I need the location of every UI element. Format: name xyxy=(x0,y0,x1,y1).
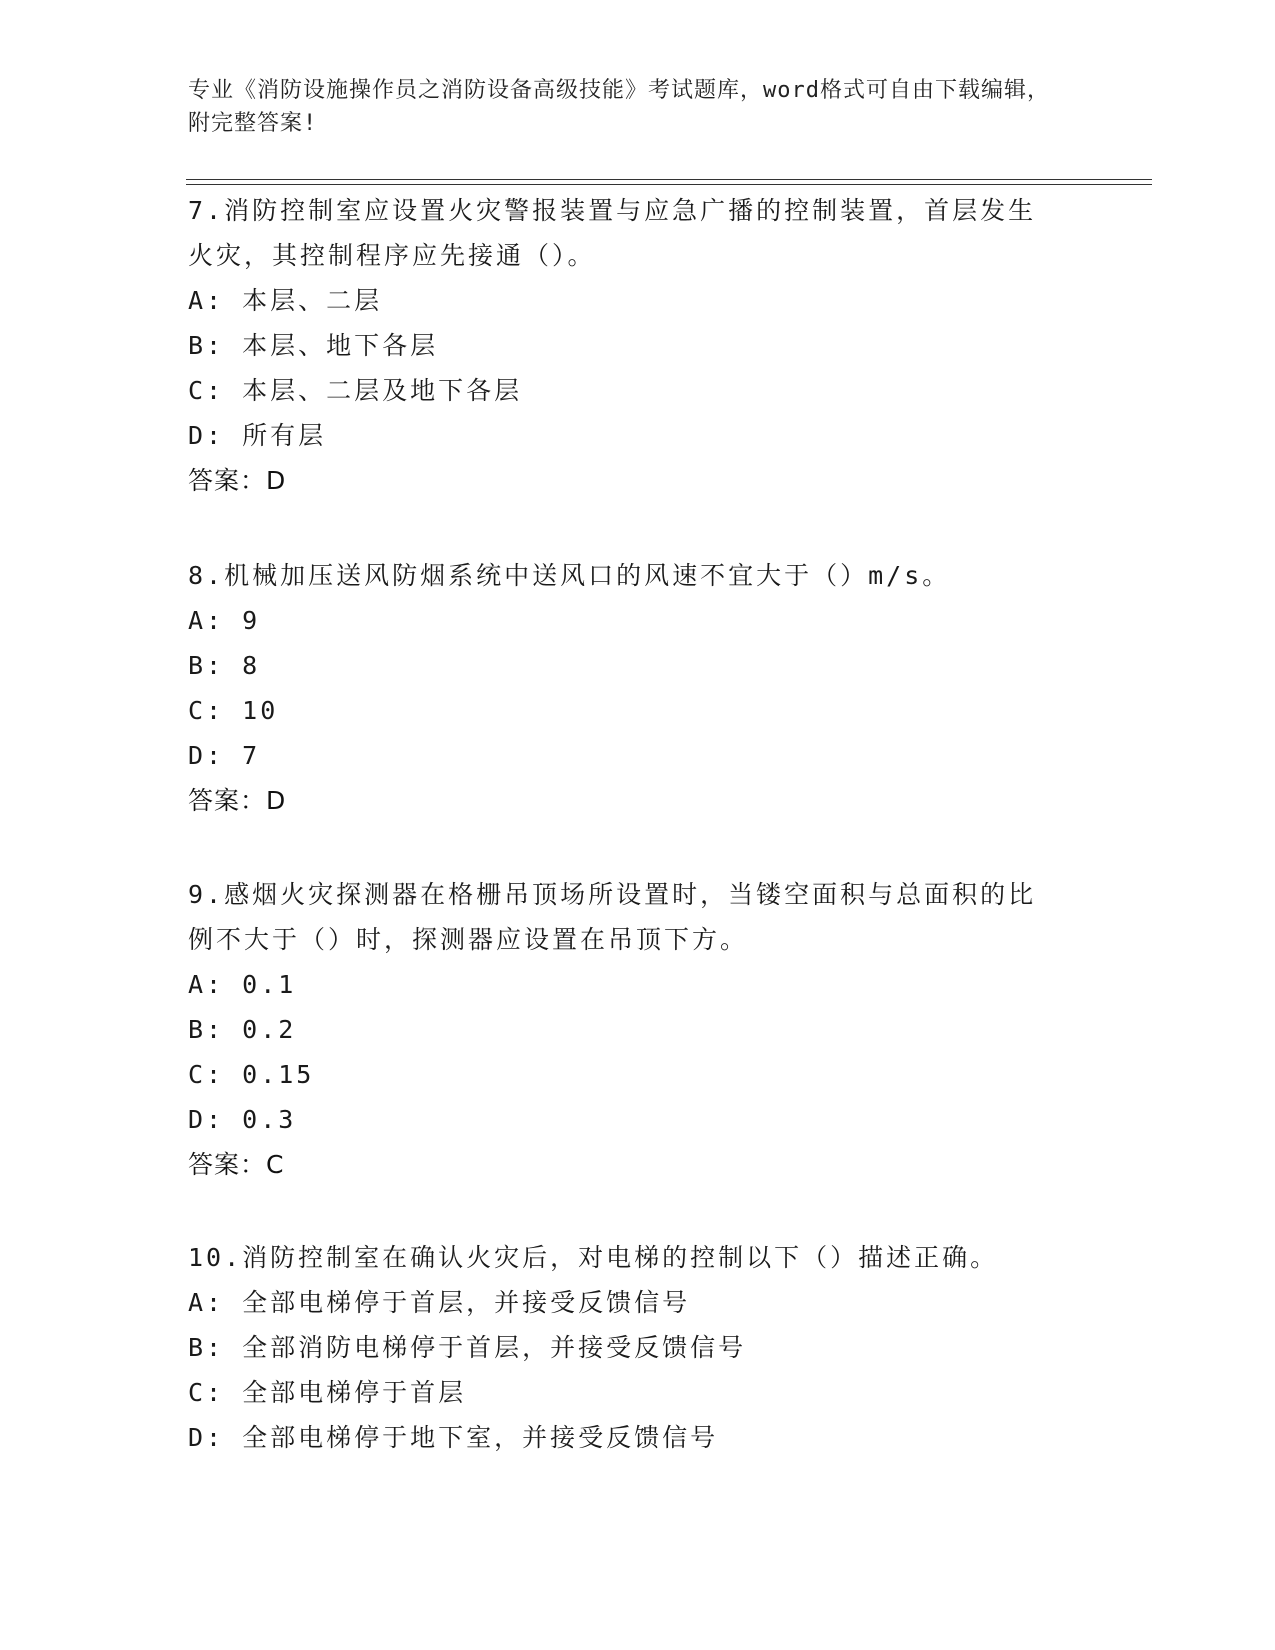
question-stem-line: 7.消防控制室应设置火灾警报装置与应急广播的控制装置，首层发生 xyxy=(188,196,1037,225)
answer: 答案：C xyxy=(188,1150,285,1179)
answer: 答案：D xyxy=(188,786,287,815)
option-d: D: 7 xyxy=(188,741,261,770)
header-divider-top xyxy=(186,179,1152,180)
option-c: C: 0.15 xyxy=(188,1060,315,1089)
header-intro: 专业《消防设施操作员之消防设备高级技能》考试题库，word格式可自由下载编辑，附完整答案! xyxy=(188,78,1050,136)
option-d: D: 全部电梯停于地下室，并接受反馈信号 xyxy=(188,1423,719,1452)
option-b: B: 本层、地下各层 xyxy=(188,331,439,360)
option-c: C: 全部电梯停于首层 xyxy=(188,1378,467,1407)
question-stem-line: 10.消防控制室在确认火灾后，对电梯的控制以下（）描述正确。 xyxy=(188,1243,999,1272)
option-a: A: 本层、二层 xyxy=(188,286,383,315)
question-stem-line: 9.感烟火灾探测器在格栅吊顶场所设置时，当镂空面积与总面积的比 xyxy=(188,880,1037,909)
option-a: A: 9 xyxy=(188,606,261,635)
option-d: D: 0.3 xyxy=(188,1105,297,1134)
option-a: A: 0.1 xyxy=(188,970,297,999)
question-stem-line: 8.机械加压送风防烟系统中送风口的风速不宜大于（）m/s。 xyxy=(188,561,951,590)
option-b: B: 全部消防电梯停于首层，并接受反馈信号 xyxy=(188,1333,747,1362)
question-10 xyxy=(188,1235,1088,1460)
answer: 答案：D xyxy=(188,466,287,495)
document-header xyxy=(188,74,1068,140)
option-b: B: 0.2 xyxy=(188,1015,297,1044)
question-8 xyxy=(188,553,1088,823)
question-stem-line: 例不大于（）时，探测器应设置在吊顶下方。 xyxy=(188,925,749,954)
question-stem-line: 火灾，其控制程序应先接通（）。 xyxy=(188,241,596,270)
option-d: D: 所有层 xyxy=(188,421,327,450)
option-c: C: 本层、二层及地下各层 xyxy=(188,376,523,405)
option-b: B: 8 xyxy=(188,651,261,680)
header-divider-bottom xyxy=(186,184,1152,185)
option-a: A: 全部电梯停于首层，并接受反馈信号 xyxy=(188,1288,691,1317)
question-9 xyxy=(188,872,1088,1187)
question-7 xyxy=(188,188,1088,503)
option-c: C: 10 xyxy=(188,696,279,725)
